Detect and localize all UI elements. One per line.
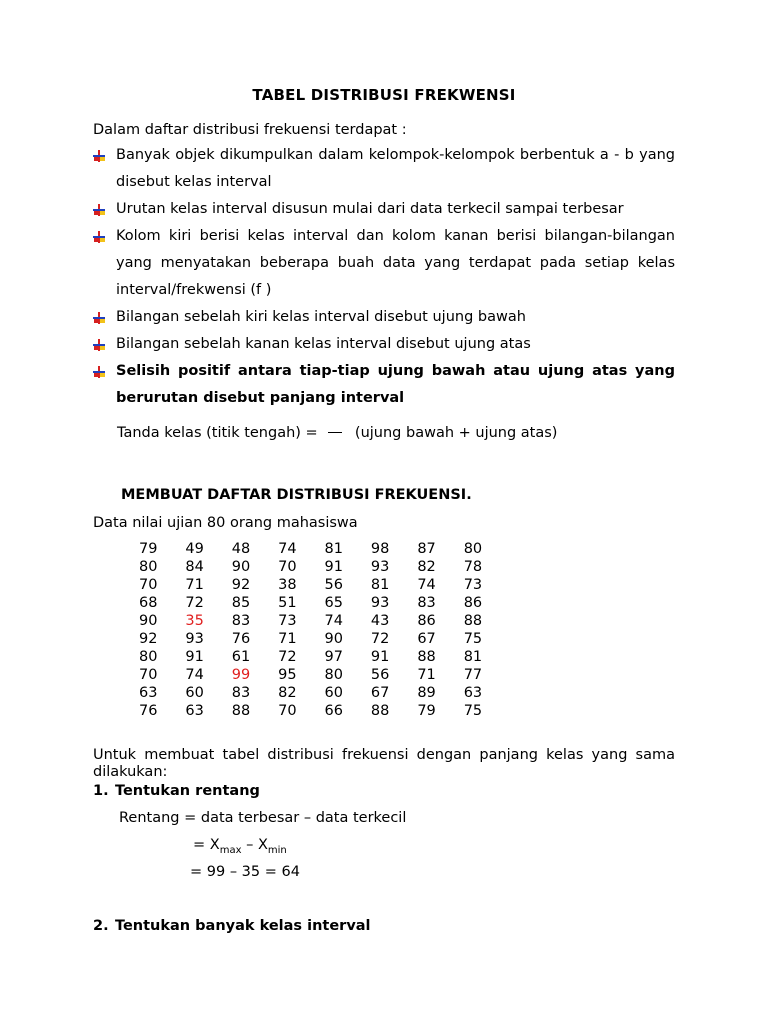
fraction-bar (328, 432, 342, 433)
bullet-icon (93, 204, 107, 216)
bullet-icon (93, 231, 107, 243)
table-cell: 61 (231, 649, 251, 665)
table-cell: 91 (324, 559, 343, 575)
table-cell: 80 (324, 667, 343, 683)
section-heading: MEMBUAT DAFTAR DISTRIBUSI FREKUENSI. (121, 487, 472, 503)
table-cell: 60 (185, 685, 204, 701)
bullet-icon (93, 150, 107, 162)
table-cell: 90 (138, 613, 158, 629)
bullet-item (93, 196, 675, 223)
table-row (125, 648, 496, 666)
table-cell: 76 (231, 631, 251, 647)
table-cell: 71 (417, 667, 436, 683)
table-cell: 72 (278, 649, 297, 665)
table-row (125, 594, 496, 612)
table-cell: 74 (417, 577, 436, 593)
tanda-kelas-formula (117, 420, 557, 447)
step-number: 2. (93, 918, 109, 934)
table-cell: 95 (278, 667, 297, 683)
table-cell: 67 (370, 685, 390, 701)
table-cell: 88 (417, 649, 436, 665)
table-cell: 63 (138, 685, 158, 701)
table-cell: 91 (370, 649, 390, 665)
table-cell: 75 (463, 631, 483, 647)
table-cell: 97 (324, 649, 343, 665)
rentang-line-3: = 99 – 35 = 64 (190, 864, 300, 880)
table-cell: 60 (324, 685, 343, 701)
table-cell: 66 (324, 703, 343, 719)
tanda-kelas-label: Tanda kelas (titik tengah) = (117, 425, 318, 441)
table-cell: 83 (231, 613, 251, 629)
bullet-list (93, 142, 675, 412)
table-cell: 70 (278, 703, 297, 719)
table-cell: 92 (231, 577, 251, 593)
table-cell: 78 (463, 559, 483, 575)
rentang-minus-x: – X (241, 837, 268, 853)
table-cell: 38 (278, 577, 297, 593)
bullet-text: Bilangan sebelah kanan kelas interval disebut ujung atas (116, 336, 531, 352)
table-cell: 74 (185, 667, 204, 683)
table-cell: 65 (324, 595, 343, 611)
rentang-x: = X (193, 837, 220, 853)
bullet-text: Selisih positif antara tiap-tiap ujung bawah atau ujung atas yang berurutan disebut panjang interval (116, 363, 675, 406)
step-label: Tentukan rentang (115, 783, 260, 799)
table-cell: 88 (463, 613, 483, 629)
table-cell: 93 (370, 595, 390, 611)
bullet-item (93, 142, 675, 196)
table-cell: 76 (138, 703, 158, 719)
table-cell: 92 (138, 631, 158, 647)
bullet-item (93, 304, 675, 331)
table-cell: 80 (138, 649, 158, 665)
bullet-icon (93, 366, 107, 378)
step-label: Tentukan banyak kelas interval (115, 918, 371, 934)
table-cell: 90 (231, 559, 251, 575)
table-cell: 73 (278, 613, 297, 629)
table-cell: 35 (185, 613, 204, 629)
table-cell: 70 (138, 667, 158, 683)
table-cell: 80 (138, 559, 158, 575)
table-row (125, 702, 496, 720)
table-row (125, 558, 496, 576)
bullet-item (93, 331, 675, 358)
table-cell: 98 (370, 541, 390, 557)
subscript-min: min (267, 844, 287, 856)
bullet-text: Bilangan sebelah kiri kelas interval disebut ujung bawah (116, 309, 526, 325)
data-caption: Data nilai ujian 80 orang mahasiswa (93, 515, 358, 531)
subscript-max: max (219, 844, 242, 856)
step-1-heading (93, 783, 260, 799)
table-row (125, 576, 496, 594)
table-cell: 82 (417, 559, 436, 575)
table-cell: 88 (370, 703, 390, 719)
table-cell: 56 (370, 667, 390, 683)
table-cell: 86 (463, 595, 483, 611)
table-cell: 79 (138, 541, 158, 557)
table-row (125, 666, 496, 684)
table-cell: 72 (185, 595, 204, 611)
bullet-text: Urutan kelas interval disusun mulai dari data terkecil sampai terbesar (116, 201, 624, 217)
table-row (125, 684, 496, 702)
table-cell: 75 (463, 703, 483, 719)
tanda-kelas-expression: (ujung bawah + ujung atas) (354, 425, 558, 441)
table-cell: 81 (463, 649, 483, 665)
intro-text: Dalam daftar distribusi frekuensi terdapat : (93, 122, 407, 138)
bullet-text: Banyak objek dikumpulkan dalam kelompok-kelompok berbentuk a - b yang disebut kelas interval (116, 147, 675, 190)
table-cell: 77 (463, 667, 483, 683)
table-cell: 68 (138, 595, 158, 611)
table-cell: 82 (278, 685, 297, 701)
table-cell: 83 (231, 685, 251, 701)
rentang-line-2 (193, 837, 287, 856)
step-number: 1. (93, 783, 109, 799)
table-cell: 99 (231, 667, 251, 683)
table-cell: 72 (370, 631, 390, 647)
table-cell: 79 (417, 703, 436, 719)
table-cell: 85 (231, 595, 251, 611)
rentang-line-1: Rentang = data terbesar – data terkecil (119, 810, 407, 826)
table-row (125, 612, 496, 630)
table-cell: 49 (185, 541, 204, 557)
table-cell: 89 (417, 685, 436, 701)
table-cell: 70 (138, 577, 158, 593)
table-cell: 73 (463, 577, 483, 593)
table-row (125, 540, 496, 558)
table-cell: 87 (417, 541, 436, 557)
table-cell: 43 (370, 613, 390, 629)
data-table (125, 540, 496, 720)
table-cell: 48 (231, 541, 251, 557)
table-cell: 80 (463, 541, 483, 557)
table-cell: 74 (324, 613, 343, 629)
instruction-paragraph: Untuk membuat tabel distribusi frekuensi dengan panjang kelas yang sama dilakukan: (93, 747, 675, 780)
bullet-item (93, 223, 675, 304)
bullet-icon (93, 312, 107, 324)
table-cell: 74 (278, 541, 297, 557)
bullet-item (93, 358, 675, 412)
table-cell: 81 (324, 541, 343, 557)
table-cell: 90 (324, 631, 343, 647)
table-cell: 51 (278, 595, 297, 611)
table-cell: 56 (324, 577, 343, 593)
table-cell: 71 (185, 577, 204, 593)
table-cell: 70 (278, 559, 297, 575)
page-title: TABEL DISTRIBUSI FREKWENSI (252, 86, 516, 104)
table-cell: 93 (185, 631, 204, 647)
table-cell: 83 (417, 595, 436, 611)
table-cell: 81 (370, 577, 390, 593)
table-cell: 67 (417, 631, 436, 647)
table-row (125, 630, 496, 648)
table-cell: 93 (370, 559, 390, 575)
step-2-heading (93, 918, 371, 934)
table-cell: 84 (185, 559, 204, 575)
table-cell: 63 (185, 703, 204, 719)
table-cell: 88 (231, 703, 251, 719)
table-cell: 71 (278, 631, 297, 647)
table-cell: 86 (417, 613, 436, 629)
bullet-text: Kolom kiri berisi kelas interval dan kolom kanan berisi bilangan-bilangan yang menyatakan beberapa buah data yang terdapat pada setiap kelas interval/frekwensi (f ) (116, 228, 675, 298)
bullet-icon (93, 339, 107, 351)
table-cell: 63 (463, 685, 483, 701)
table-cell: 91 (185, 649, 204, 665)
